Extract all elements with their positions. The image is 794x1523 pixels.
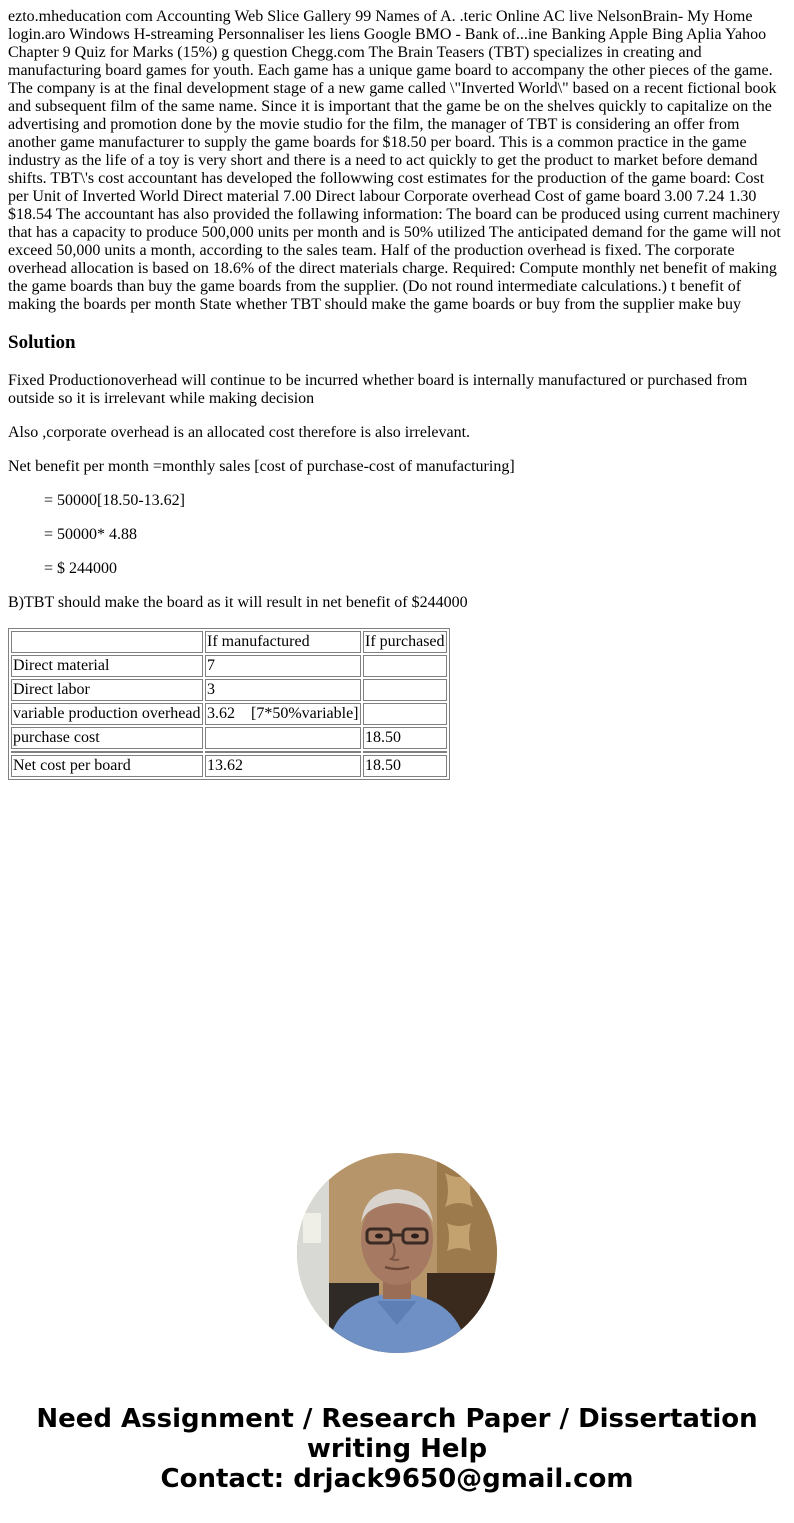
table-cell: 3 (205, 679, 361, 701)
solution-paragraph-corporate-overhead: Also ,corporate overhead is an allocated cost therefore is also irrelevant. (8, 424, 471, 441)
table-cell (363, 703, 447, 725)
table-row (11, 755, 447, 777)
solution-heading: Solution (8, 332, 76, 353)
table-header-cell: If purchased (363, 631, 447, 653)
cta-contact-line: Contact: drjack9650@gmail.com (160, 1464, 634, 1494)
table-header-cell (11, 631, 203, 653)
question-text: ezto.mheducation com Accounting Web Slice Gallery 99 Names of A. .teric Online AC live NelsonBrain- My Home login.aro Windows H-streaming Personnaliser les liens Google BMO - Bank of...ine Banking Apple Bing Aplia Yahoo Chapter 9 Quiz for Marks (15%) g question Chegg.com The Brain Teasers (TBT) specializes in creating and manufacturing board games for youth. Each game has a unique game board to accompany the other pieces of the game. The company is at the final development stage of a new game called \"Inverted World\" based on a recent fictional book and subsequent film of the same name. Since it is important that the game be on the shelves quickly to capitalize on the advertising and promotion done by the movie studio for the film, the manager of TBT is considering an offer from another game manufacturer to supply the game boards for $18.50 per board. This is a common practice in the game industry as the life of a toy is very short and there is a need to act quickly to get the product to market before demand shifts. TBT\'s cost accountant has developed the followwing cost estimates for the production of the game board: Cost per Unit of Inverted World Direct material 7.00 Direct labour Corporate overhead Cost of game board 3.00 7.24 1.30 $18.54 The accountant has also provided the follawing information: The board can be produced using current machinery that has a capacity to produce 500,000 units per month and is 50% utilized The anticipated demand for the game will not exceed 50,000 units a month, according to the sales team. Half of the production overhead is fixed. The corporate overhead allocation is based on 18.6% of the direct materials charge. Required: Compute monthly net benefit of making the game boards than buy the game boards from the supplier. (Do not round intermediate calculations.) t benefit of making the boards per month State whether TBT should make the game boards or buy from the supplier make buy (8, 8, 781, 313)
table-row (11, 679, 447, 701)
calc-step-2: = 50000* 4.88 (44, 526, 138, 543)
table-cell (363, 655, 447, 677)
calc-step-1: = 50000[18.50-13.62] (44, 492, 186, 509)
call-to-action (0, 1404, 794, 1494)
cta-line-1: Need Assignment / Research Paper / Dissertation (36, 1404, 758, 1434)
table-row (11, 727, 447, 749)
solution-conclusion: B)TBT should make the board as it will result in net benefit of $244000 (8, 594, 468, 611)
calc-step-3: = $ 244000 (44, 560, 118, 577)
solution-paragraph-fixed-overhead: Fixed Productionoverhead will continue to be incurred whether board is internally manufactured or purchased from outside so it is irrelevant while making decision (8, 372, 748, 407)
table-row (11, 655, 447, 677)
table-cell (11, 751, 203, 753)
author-photo (297, 1153, 497, 1353)
table-cell: purchase cost (11, 727, 203, 749)
table-cell (363, 751, 447, 753)
table-cell (205, 727, 361, 749)
table-cell: Direct labor (11, 679, 203, 701)
cta-line-2: writing Help (306, 1434, 488, 1464)
table-row (11, 703, 447, 725)
table-row-spacer (11, 751, 447, 753)
table-cell: 18.50 (363, 727, 447, 749)
table-cell: 18.50 (363, 755, 447, 777)
table-cell (363, 679, 447, 701)
table-header-row (11, 631, 447, 653)
table-cell: Net cost per board (11, 755, 203, 777)
table-cell: Direct material (11, 655, 203, 677)
table-cell: 7 (205, 655, 361, 677)
table-cell: 13.62 (205, 755, 361, 777)
table-header-cell: If manufactured (205, 631, 361, 653)
table-cell: 3.62 [7*50%variable] (205, 703, 361, 725)
author-portrait-image (297, 1153, 497, 1353)
table-cell (205, 751, 361, 753)
cost-comparison-table (8, 628, 450, 780)
solution-paragraph-net-benefit: Net benefit per month =monthly sales [cost of purchase-cost of manufacturing] (8, 458, 515, 475)
table-cell: variable production overhead (11, 703, 203, 725)
